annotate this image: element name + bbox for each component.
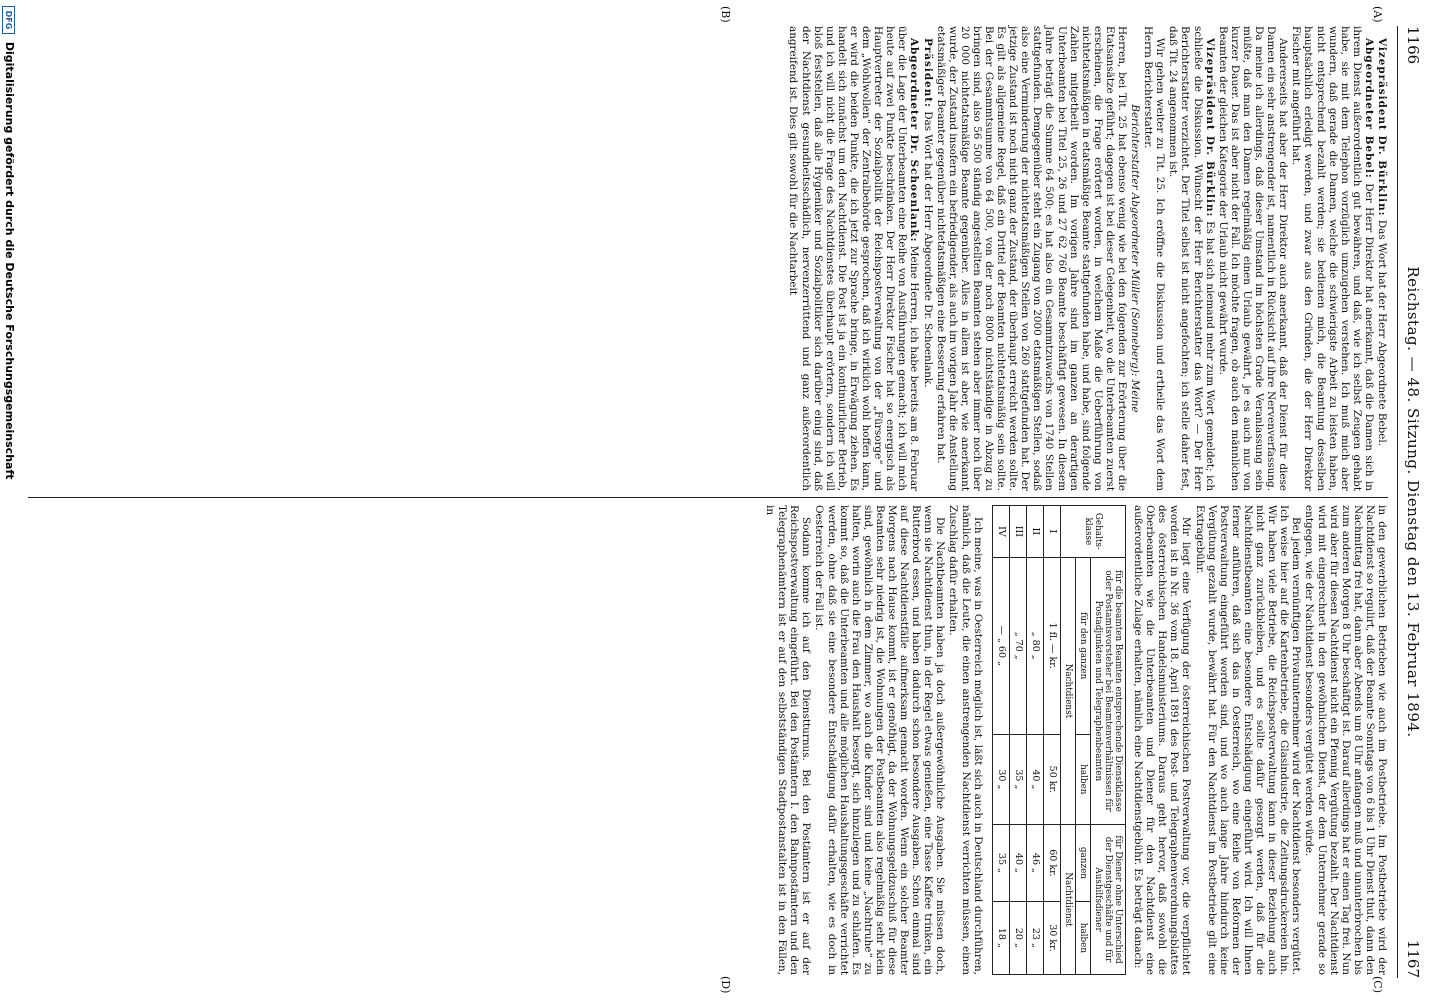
paragraph: Wir gehen weiter zu Tit. 25. Ich eröffne die Diskussion und ertheile das Wort dem Herrn Berichterstatter. — [1142, 26, 1167, 491]
table-subheader: ganzen — [1076, 825, 1091, 902]
paragraph — [921, 26, 933, 491]
column-divider — [28, 497, 1388, 498]
page-number-right: 1167 — [1404, 939, 1422, 978]
table-cell: 40 „ — [1026, 734, 1043, 824]
table-subheader: halben — [1076, 901, 1091, 974]
paragraph-text: Der Herr Direktor hat anerkannt, daß die Damen sich in ihrem Dienst außerordentlich gut bewähren, und daß, wie ich selbst Zeugen gehabt habe, sie mit dem Telephon vorzüglich umzugehen verstehen. Ich muß mich aber wundern, daß gerade die Damen, welche die schwierigste Arbeit zu leisten haben, nicht entsprechend bezahlt werden; sie bedienen mich, die Beamtung desselben hauptsächlich erledigt werden, und zwar aus den Gründen, die der Herr Direktor Fischer mit angeführt hat. — [1290, 26, 1375, 492]
margin-mark-b: (B) — [719, 6, 732, 23]
table-header-group-1: für die beamten Beamten entsprechende Dienstklasse oder Postamtsvorsteher bei Beamtenverhältnissen für Postadjunkten und Telegraphenbeamten — [1091, 557, 1126, 824]
table-cell: „ 80 „ — [1026, 557, 1043, 734]
table-cell: — „ 60 „ — [992, 557, 1009, 734]
paragraph — [1376, 26, 1388, 491]
table-subheader: halben — [1076, 734, 1091, 824]
night-duty-pay-table — [992, 505, 1126, 975]
table-cell-class: IV — [992, 506, 1009, 558]
speaker-name: Vizepräsident Dr. Bürklin: — [1203, 38, 1216, 218]
table-cell-class: II — [1026, 506, 1043, 558]
table-row — [992, 506, 1009, 975]
paragraph — [787, 26, 920, 491]
table-header-group-2: für Diener ohne Unterschied der Dienstgeschäfte und für Aushilfsdiener — [1091, 825, 1126, 975]
table-cell: 20 „ — [1009, 901, 1026, 974]
table-cell: 30 kr. — [1043, 901, 1060, 974]
credit-text: Digitalisierung gefördert durch die Deutsche Forschungsgemeinschaft — [3, 41, 16, 480]
table-cell-class: I — [1043, 506, 1060, 558]
speaker-name: Abgeordneter Dr. Schoenlank: — [908, 38, 921, 243]
dfg-logo: DFG — [3, 6, 16, 34]
paragraph-text: Meine Herren, ich habe bereits am 8. Februar über die Lage der Unterbeamten eine Reihe von Ausführungen gemacht; ich will mich heute auf zwei Punkte beschränken. Der Herr Direktor Fischer hat so energisch als Hauptvertreter der Sozialpolitik der Reichspostverwaltung von der „Fürsorge“ und dem „Wohlwollen“ der Zentralbehörde gesprochen, daß ich wirklich wohl hoffen kann, er wird die beiden Punkte, die ich jetzt zur Sprache bringe, in Erwägung ziehen. Es handelt sich zunächst um den Nachtdienst. Die Post ist ja ein kontinuirlicher Betrieb, und ich will nicht die Frage des Nachtdienstes überhaupt erörtern, sondern ich will bloß feststellen, daß alle Hygieniker und Sozialpolitiker sich darüber einig sind, daß der Nachtdienst gesundheitsschädlich, nervenzerrüttend und ganz außerordentlich angreifend ist. Dies gilt sowohl für die Nachtarbeit — [787, 26, 921, 491]
table-row — [1009, 506, 1026, 975]
table-cell: 40 „ — [1009, 825, 1026, 902]
table-cell: 1 fl. — kr. — [1043, 557, 1060, 734]
table-row — [1043, 506, 1060, 975]
paragraph: Ich meine, was in Oesterreich möglich ist, läßt sich auch in Deutschland durchführen, nämlich, daß die Leute, die einen anstrengenden Nachtdienst verrichten müssen, einen Zuschlag dafür erhalten. — [947, 505, 984, 975]
paragraph-text: Das Wort hat der Herr Abgeordnete Bebel. — [1376, 216, 1388, 447]
table-cell: 60 kr. — [1043, 825, 1060, 902]
speaker-heading: Berichterstatter Abgeordneter Müller (Sonneberg): Meine — [1129, 104, 1142, 413]
paragraph: Die Nachtbeamten haben ja doch außergewöhnliche Ausgaben. Sie müssen doch, wenn sie Nachtdienst thun, in der Regel etwas genießen, eine Tasse Kaffee trinken, ein Butterbrod essen, und haben dadurch schon besondere Ausgaben. Schon einmal sind auf diese Nachtdienstfälle aufmerksam gemacht worden. Wenn ein solcher Beamter Morgens nach Hause kommt, ist er genöthigt, da der Wohnungsgeldzuschuß für diese Beamten sehr niedrig ist, die Wohnungen der Postbeamten also regelmäßig sehr klein sind, gewöhnlich in dem Zimmer, wo auch die Kinder sind und keine „Nachtruhe“ zu halten, worin auch die Frau den Haushalt besorgt, sich hinzulegen und zu schlafen. Es kommt so, daß die Unterbeamten und alle möglichen Haushaltungsgeschäfte verrichtet werden, ohne daß sie eine besondere Entschädigung dafür erhalten, wie es doch in Oesterreich der Fall ist. — [813, 505, 947, 975]
paragraph: Bei jedem vernünftigen Privatunternehmer wird der Nachtdienst besonders vergütet. Ich weise hier auf die Kartenbetriebe, die Glasindustrie, die Zeitungsdruckereien hin. Wir haben viele Betriebe, die Reichspostverwaltung kann in dieser Beziehung auch nicht ganz zurückbleiben, und es sollte dafür gesorgt werden, daß für die Nachtdienstbeamten eine besondere Entschädigung eingeführt wird. Ich will Ihnen ferner anführen, daß sich das in Oesterreich, wo eine Reihe von Reformen der Postverwaltung eingeführt worden sind, und wo auch lange Jahre hindurch keine Vergütung gezahlt wurde, bewährt hat. Für den Nachtdienst im Postbetriebe gilt eine Extragebühr. — [1193, 505, 1303, 975]
digitization-credit — [0, 0, 18, 1000]
paragraph: Herren, bei Tit. 25 hat ebenso wenig wie bei den folgenden zur Erörterung über die Etatsansätze geführt; dagegen ist bei dieser Gelegenheit, wo die Unterbeamten zuerst erscheinen, die Frage erörtert worden, in welchem Maße die Ueberführung von nichtetatsmäßigen in etatsmäßige Beamte stattgefunden habe, und habe, sind folgende Zahlen mitgetheilt worden. Im vorigen Jahre sind im ganzen an derartigen Unterbeamten bei Titel 25, 26 und 27 62 760 Beamte beschäftigt gewesen. In diesem Jahre beträgt die Summe 64 500; es hat also ein Gesammtzuwachs von 1740 Stellen stattgefunden. Demgegenüber steht ein Zugang von 2000 etatsmäßigen Stellen, sodaß also eine Verminderung der nichtetatsmäßigen Stellen von 260 stattgefunden hat. Der jetzige Zustand ist noch nicht ganz der Zustand, der überhaupt erreicht werden sollte. Es gilt als allgemeine Regel, daß ein Drittel der Beamten nichtetatsmäßig sein sollte. Bei der Gesammtsumme von 64 500, von der noch 8000 nichtständige in Abzug zu bringen sind, also 56 500 ständig angestellten Beamten stehen aber immer noch über 20 000 nichtetatsmäßige Beamte gegenüber. Alles in allem ist aber, wie anerkannt wurde, der Zustand insofern ein befriedigender, als auch im vorigen Jahr die Anstellung etatsmäßiger Beamter gegenüber nichtetatsmäßigen eine Besserung erfahren hat. — [934, 26, 1129, 491]
table-subheader: für den ganzen — [1076, 557, 1091, 734]
margin-mark-a: (A) — [1371, 6, 1384, 23]
table-cell: 50 kr. — [1043, 734, 1060, 824]
paragraph: Andererseits hat aber der Herr Direktor auch anerkannt, daß der Dienst für diese Damen ein sehr anstrengender ist, namentlich in Rücksicht auf ihre Nervenverfassung. Da meine ich allerdings, daß dieser Umstand im höchsten Grade Veranlassung sein müßte, daß man den Damen regelmäßig einen Urlaub gewährt, je es auch nur von kurzer Dauer. Das ist aber nicht der Fall. Ich möchte fragen, ob auch den männlichen Beamten der gleichen Kategorie der Urlaub nicht gewährt wurde. — [1216, 26, 1290, 491]
table-header-class: Gehalts-klasse — [1061, 506, 1126, 558]
table-unit-header: Nachtdienst — [1061, 825, 1076, 975]
speaker-name: Vizepräsident Dr. Bürklin: — [1376, 38, 1388, 217]
table-cell: 23 „ — [1026, 901, 1043, 974]
table-cell: 46 „ — [1026, 825, 1043, 902]
speaker-name: Abgeordneter Bebel: — [1362, 38, 1375, 179]
paragraph-text: Das Wort hat der Herr Abgeordnete Dr. Schoenlank. — [921, 107, 934, 388]
table-cell: „ 70 „ — [1009, 557, 1026, 734]
paragraph — [1290, 26, 1375, 491]
page-header — [1397, 26, 1424, 978]
table-cell: 18 „ — [992, 901, 1009, 974]
table-cell-class: III — [1009, 506, 1026, 558]
table-unit-header: Nachtdienst — [1061, 557, 1076, 824]
margin-mark-d: (D) — [719, 976, 732, 994]
left-column — [786, 26, 1388, 491]
margin-mark-c: (C) — [1371, 976, 1384, 993]
right-column — [763, 505, 1388, 975]
running-title: Reichstag. — 48. Sitzung. Dienstag den 13. Februar 1894. — [1404, 266, 1422, 738]
paragraph: Sodann komme ich auf den Dienstturnus. Bei den Postämtern ist er auf der Reichspostverwaltung eingeführt. Bei den Postämtern I. den Bahnpostämtern und den Telegraphenämtern ist er auf den selbstständigen Stadtpostanstalten ist in den Fällen, in — [764, 505, 813, 975]
page-number-left: 1166 — [1404, 26, 1422, 65]
paragraph-text: Es hat sich niemand mehr zum Wort gemeldet; ich schließe die Diskussion. Wünscht der Herr Berichterstatter das Wort? — Der Herr Berichterstatter verzichtet. Der Titel selbst ist nicht angefochten; ich stelle daher fest, daß Tit. 24 angenommen ist. — [1167, 26, 1216, 492]
paragraph — [1167, 26, 1215, 491]
paragraph: Mir liegt eine Verfügung der österreichischen Postverwaltung vor, die verpflichtet worden ist in Nr. 36 vom 18. April 1891 des Post- und Telegraphenverordnungsblattes des österreichischen Handelsministeriums. Daraus geht hervor, daß sowohl die Oberbeamten wie die Unterbeamten und Diener für den Nachtdienst eine außerordentliche Zulage erhalten, nämlich eine Nachtdienstgebühr. Es beträgt danach: — [1132, 505, 1193, 975]
speaker-name: Präsident: — [921, 38, 934, 108]
table-cell: 35 „ — [1009, 734, 1026, 824]
table-cell: 35 „ — [992, 825, 1009, 902]
table-cell: 30 „ — [992, 734, 1009, 824]
paragraph: in den gewerblichen Betrieben wie auch im Postbetriebe. Im Postbetriebe wird der Nachtdienst so regulirt, daß der Beamte Sonntags von 6 bis 1 Uhr Dienst thut, dann den Nachmittag frei hat, dann aber Abends um 8 Uhr anfangen muß und ununterbrochen bis zum anderen Morgen 8 Uhr beschäftigt ist. Darauf allerdings hat er einen Tag frei. Nun wird aber für diesen Nachtdienst nicht ein Pfennig Vergütung bezahlt. Der Nachtdienst wird mit eingerechnet in den gewöhnlichen Dienst, der dem Unternehmer gerade so entgegen, wie der Nachtdienst besonders vergütet werden würde. — [1303, 505, 1388, 975]
table-row — [1026, 506, 1043, 975]
